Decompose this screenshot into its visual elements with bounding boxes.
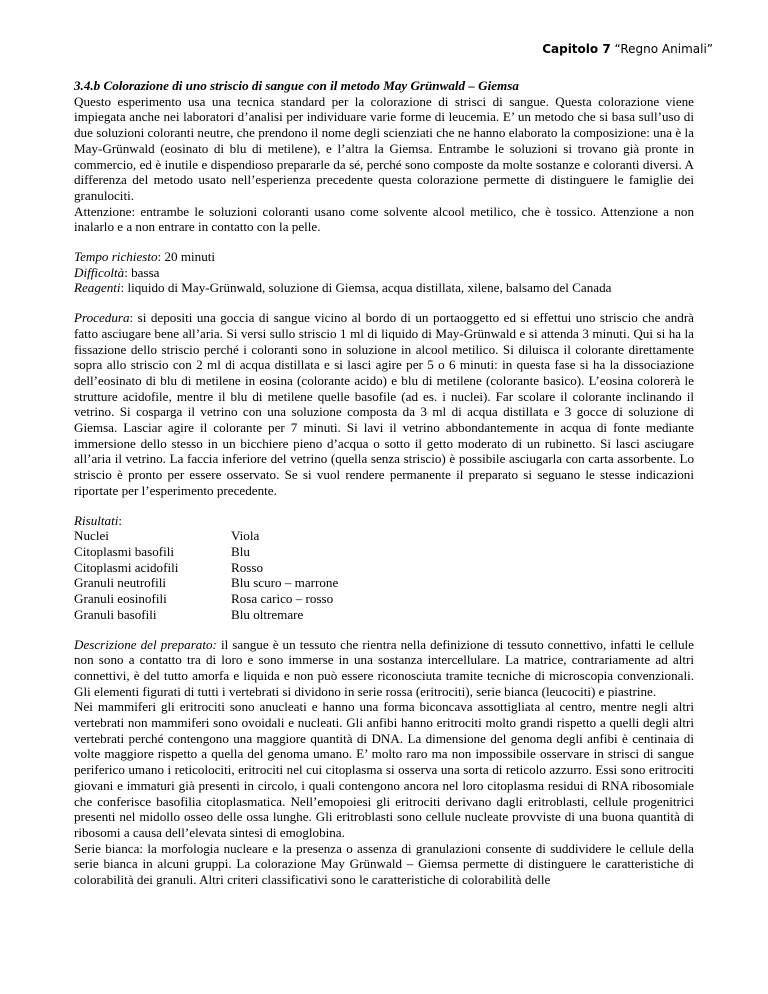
results-row: [74, 575, 694, 591]
page-header: [542, 42, 713, 56]
description-label: Descrizione del preparato:: [74, 636, 217, 652]
results-row: [74, 544, 694, 560]
results-row: [74, 528, 694, 544]
reagents-value: : liquido di May-Grünwald, soluzione di Giemsa, acqua distillata, xilene, balsamo del Canada: [120, 280, 612, 296]
results-row: [74, 560, 694, 576]
results-value: Rosa carico – rosso: [231, 591, 334, 607]
chapter-number: Capitolo 7: [542, 42, 611, 56]
procedure-label: Procedura: [74, 310, 130, 326]
results-key: Citoplasmi basofili: [74, 543, 175, 559]
results-value: Rosso: [231, 559, 264, 575]
procedure-text: : si depositi una goccia di sangue vicino al bordo di un portaoggetto ed si effettui uno striscio che andrà fatto asciugare bene all’aria. Si versi sullo striscio 1 ml di liquido di May-Grünwald e si attenda 3 minuti. Qui si ha la fissazione dello striscio perché i coloranti sono in soluzione in alcool metilico. Si diluisca il colorante direttamente sopra allo striscio con 2 ml di acqua distillata e si lasci agire per 5 o 6 minuti: in questa fase si ha la dissociazione dell’eosinato di blu di metilene in eosina (colorante acido) e blu di metilene (colorante basico). L’eosina colorerà le strutture acidofile, mentre il blu di metilene quelle basofile (ad es. i nuclei). Far scolare il colorante inclinando il vetrino. Si cosparga il vetrino con una soluzione composta da 3 ml di acqua distillata e 3 gocce di soluzione di Giemsa. Lasciar agire il colorante per 7 minuti. Si lavi il vetrino abbondantemente in acqua di fonte mediante immersione dello stesso in un bicchiere pieno d’acqua o sotto il getto moderato di un rubinetto. Si lasci asciugare all’aria il vetrino. La faccia inferiore del vetrino (quella senza striscio) è possibile asciugarla con carta assorbente. Lo striscio è pronto per essere osservato. Se si vuol rendere permanente il preparato si seguano le stesse indicazioni riportate per l’esperimento precedente.: [74, 310, 694, 498]
results-value: Blu: [231, 543, 250, 559]
results-value: Blu oltremare: [231, 606, 304, 622]
results-row: [74, 591, 694, 607]
reagents-line: [74, 280, 694, 296]
difficulty-value: : bassa: [124, 264, 160, 280]
warning-paragraph: Attenzione: entrambe le soluzioni coloranti usano come solvente alcool metilico, che è tossico. Attenzione a non inalarlo e a non entrare in contatto con la pelle.: [74, 203, 694, 235]
results-colon: :: [118, 512, 123, 528]
reagents-label: Reagenti: [74, 280, 121, 296]
document-body: [74, 78, 694, 888]
difficulty-line: [74, 265, 694, 281]
procedure-paragraph: [74, 310, 694, 498]
results-heading: [74, 513, 694, 529]
results-row: [74, 607, 694, 623]
description-paragraph: [74, 637, 694, 700]
results-table: [74, 528, 694, 622]
time-line: [74, 249, 694, 265]
time-label: Tempo richiesto: [74, 249, 158, 265]
results-key: Granuli neutrofili: [74, 575, 166, 591]
section-title: 3.4.b Colorazione di uno striscio di sangue con il metodo May Grünwald – Giemsa: [74, 78, 519, 93]
results-key: Granuli eosinofili: [74, 591, 167, 607]
results-key: Nuclei: [74, 528, 109, 544]
results-key: Granuli basofili: [74, 606, 157, 622]
chapter-title: “Regno Animali”: [614, 42, 713, 56]
description-text: il sangue è un tessuto che rientra nella definizione di tessuto connettivo, infatti le cellule non sono a contatto tra di loro e sono immerse in una sostanza intercellulare. La matrice, contrariamente ad altri connettivi, è del tutto amorfa e liquida e non può essere riconosciuta tramite tecniche di microscopia convenzionali. Gli elementi figurati di tutti i vertebrati si dividono in serie rossa (eritrociti), serie bianca (leucociti) e piastrine.: [74, 636, 694, 699]
results-value: Blu scuro – marrone: [231, 575, 339, 591]
results-key: Citoplasmi acidofili: [74, 559, 179, 575]
mammals-paragraph: Nei mammiferi gli eritrociti sono anucleati e hanno una forma biconcava assottigliata al centro, mentre negli altri vertebrati non mammiferi sono ovoidali e nucleati. Gli anfibi hanno eritrociti molto grandi rispetto a quelli degli altri vertebrati perché contengono una maggiore quantità di DNA. La dimensione del genoma degli anfibi è centinaia di volte maggiore rispetto a quella del genoma umano. E’ molto raro ma non impossibile osservare in strisci di sangue periferico umano i reticolociti, eritrociti nel cui citoplasma si osserva una sorta di reticolo azzurro. Essi sono eritrociti giovani e immaturi già presenti in circolo, i quali contengono ancora nel loro citoplasma residui di RNA ribosomiale che conferisce basofilia citoplasmatica. Nell’emopoiesi gli eritrociti derivano dagli eritroblasti, cellule progenitrici presenti nel midollo osseo delle ossa lunghe. Gli eritroblasti sono cellule nucleate provviste di una buona quantità di ribosomi a causa dell’elevata sintesi di emoglobina.: [74, 699, 694, 840]
intro-paragraph: Questo esperimento usa una tecnica standard per la colorazione di strisci di sangue. Questa colorazione viene impiegata anche nei laboratori d’analisi per individuare varie forme di leucemia. E’ un metodo che si basa sull’uso di due soluzioni coloranti neutre, che prendono il nome degli scienziati che ne hanno elaborato la composizione: una è la May-Grünwald (eosinato di blu di metilene), e l’altra la Giemsa. Entrambe le soluzioni si trovano già pronte in commercio, ed è inutile e dispendioso prepararle da sé, perché sono composte da molte sostanze e coloranti diversi. A differenza del metodo usato nell’esperienza precedente questa colorazione permette di distinguere le famiglie dei granulociti.: [74, 93, 694, 203]
results-label: Risultati: [74, 512, 119, 528]
results-value: Viola: [231, 528, 260, 544]
white-series-paragraph: Serie bianca: la morfologia nucleare e la presenza o assenza di granulazioni consente di suddividere le cellule della serie bianca in alcuni gruppi. La colorazione May Grünwald – Giemsa permette di distinguere le caratteristiche di colorabilità dei granuli. Altri criteri classificativi sono le caratteristiche di colorabilità delle: [74, 840, 694, 888]
difficulty-label: Difficoltà: [74, 264, 125, 280]
time-value: : 20 minuti: [157, 249, 216, 265]
